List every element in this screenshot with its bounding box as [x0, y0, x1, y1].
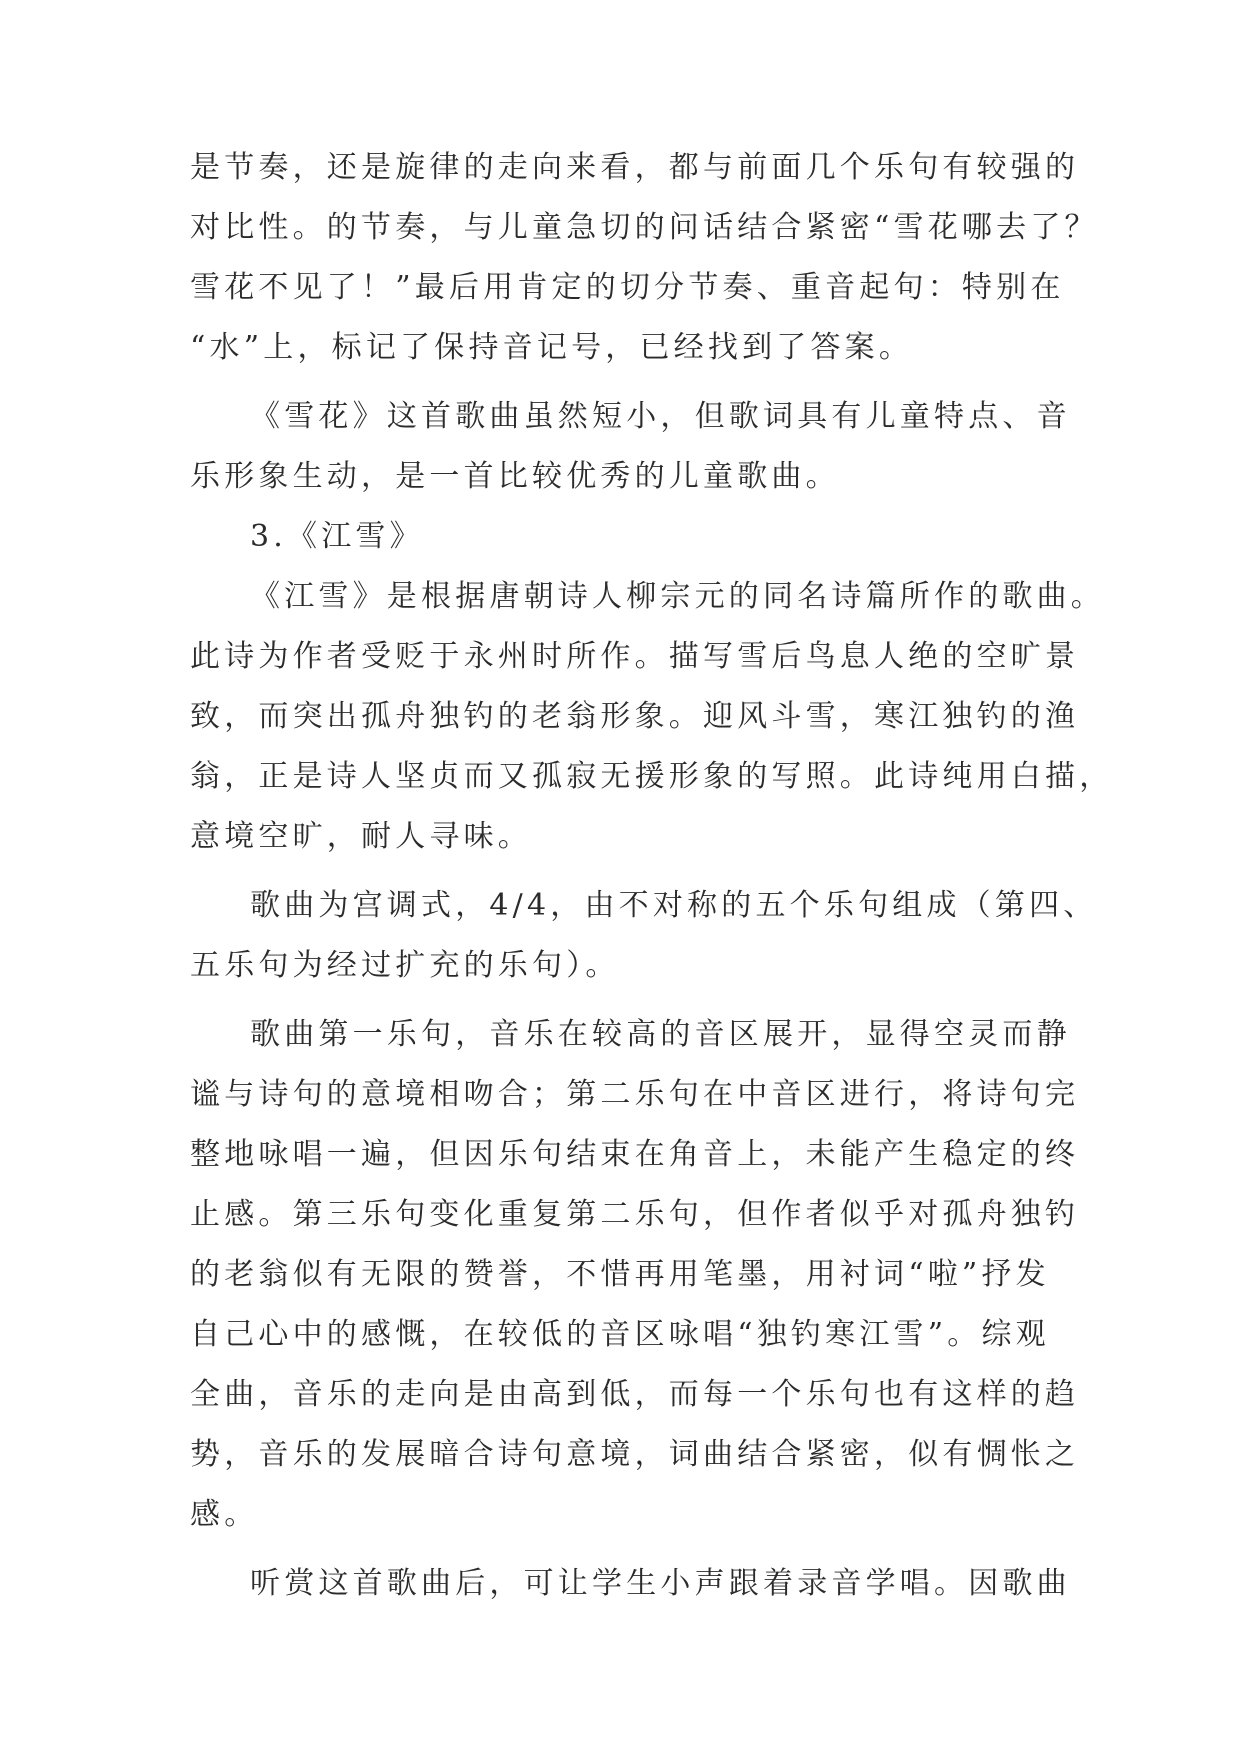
text-line: 乐形象生动，是一首比较优秀的儿童歌曲。: [190, 459, 840, 494]
text-line: “水”上，标记了保持音记号，已经找到了答案。: [190, 330, 914, 365]
text-line: 感。: [190, 1497, 259, 1532]
text-line: 雪花不见了！”最后用肯定的切分节奏、重音起句：特别在: [190, 270, 1065, 305]
text-line: 五乐句为经过扩充的乐句）。: [190, 948, 620, 983]
text-line: 歌曲第一乐句，音乐在较高的音区展开，显得空灵而静: [250, 1017, 1071, 1052]
text-line: 歌曲为宫调式，4/4，由不对称的五个乐句组成（第四、: [250, 888, 1098, 923]
text-line: 自己心中的感慨，在较低的音区咏唱“独钓寒江雪”。综观: [190, 1317, 1050, 1352]
text-line: 对比性。的节奏，与儿童急切的问话结合紧密“雪花哪去了？: [190, 210, 1099, 245]
text-line: 致，而突出孤舟独钓的老翁形象。迎风斗雪，寒江独钓的渔: [190, 699, 1080, 734]
text-line: 听赏这首歌曲后，可让学生小声跟着录音学唱。因歌曲: [250, 1566, 1071, 1601]
text-line: 全曲，音乐的走向是由高到低，而每一个乐句也有这样的趋: [190, 1377, 1080, 1412]
text-line: 的老翁似有无限的赞誉，不惜再用笔墨，用衬词“啦”抒发: [190, 1257, 1050, 1292]
text-line: 谧与诗句的意境相吻合；第二乐句在中音区进行，将诗句完: [190, 1077, 1080, 1112]
section-heading: 3.《江雪》: [250, 519, 424, 554]
text-line: 止感。第三乐句变化重复第二乐句，但作者似乎对孤舟独钓: [190, 1197, 1080, 1232]
text-line: 势，音乐的发展暗合诗句意境，词曲结合紧密，似有惆怅之: [190, 1437, 1080, 1472]
text-line: 《雪花》这首歌曲虽然短小，但歌词具有儿童特点、音: [250, 399, 1071, 434]
text-line: 整地咏唱一遍，但因乐句结束在角音上，未能产生稳定的终: [190, 1137, 1080, 1172]
text-line: 意境空旷，耐人寻味。: [190, 819, 532, 854]
text-line: 翁，正是诗人坚贞而又孤寂无援形象的写照。此诗纯用白描，: [190, 759, 1114, 794]
text-line: 《江雪》是根据唐朝诗人柳宗元的同名诗篇所作的歌曲。: [250, 579, 1105, 614]
text-line: 此诗为作者受贬于永州时所作。描写雪后鸟息人绝的空旷景: [190, 639, 1080, 674]
text-line: 是节奏，还是旋律的走向来看，都与前面几个乐句有较强的: [190, 150, 1080, 185]
